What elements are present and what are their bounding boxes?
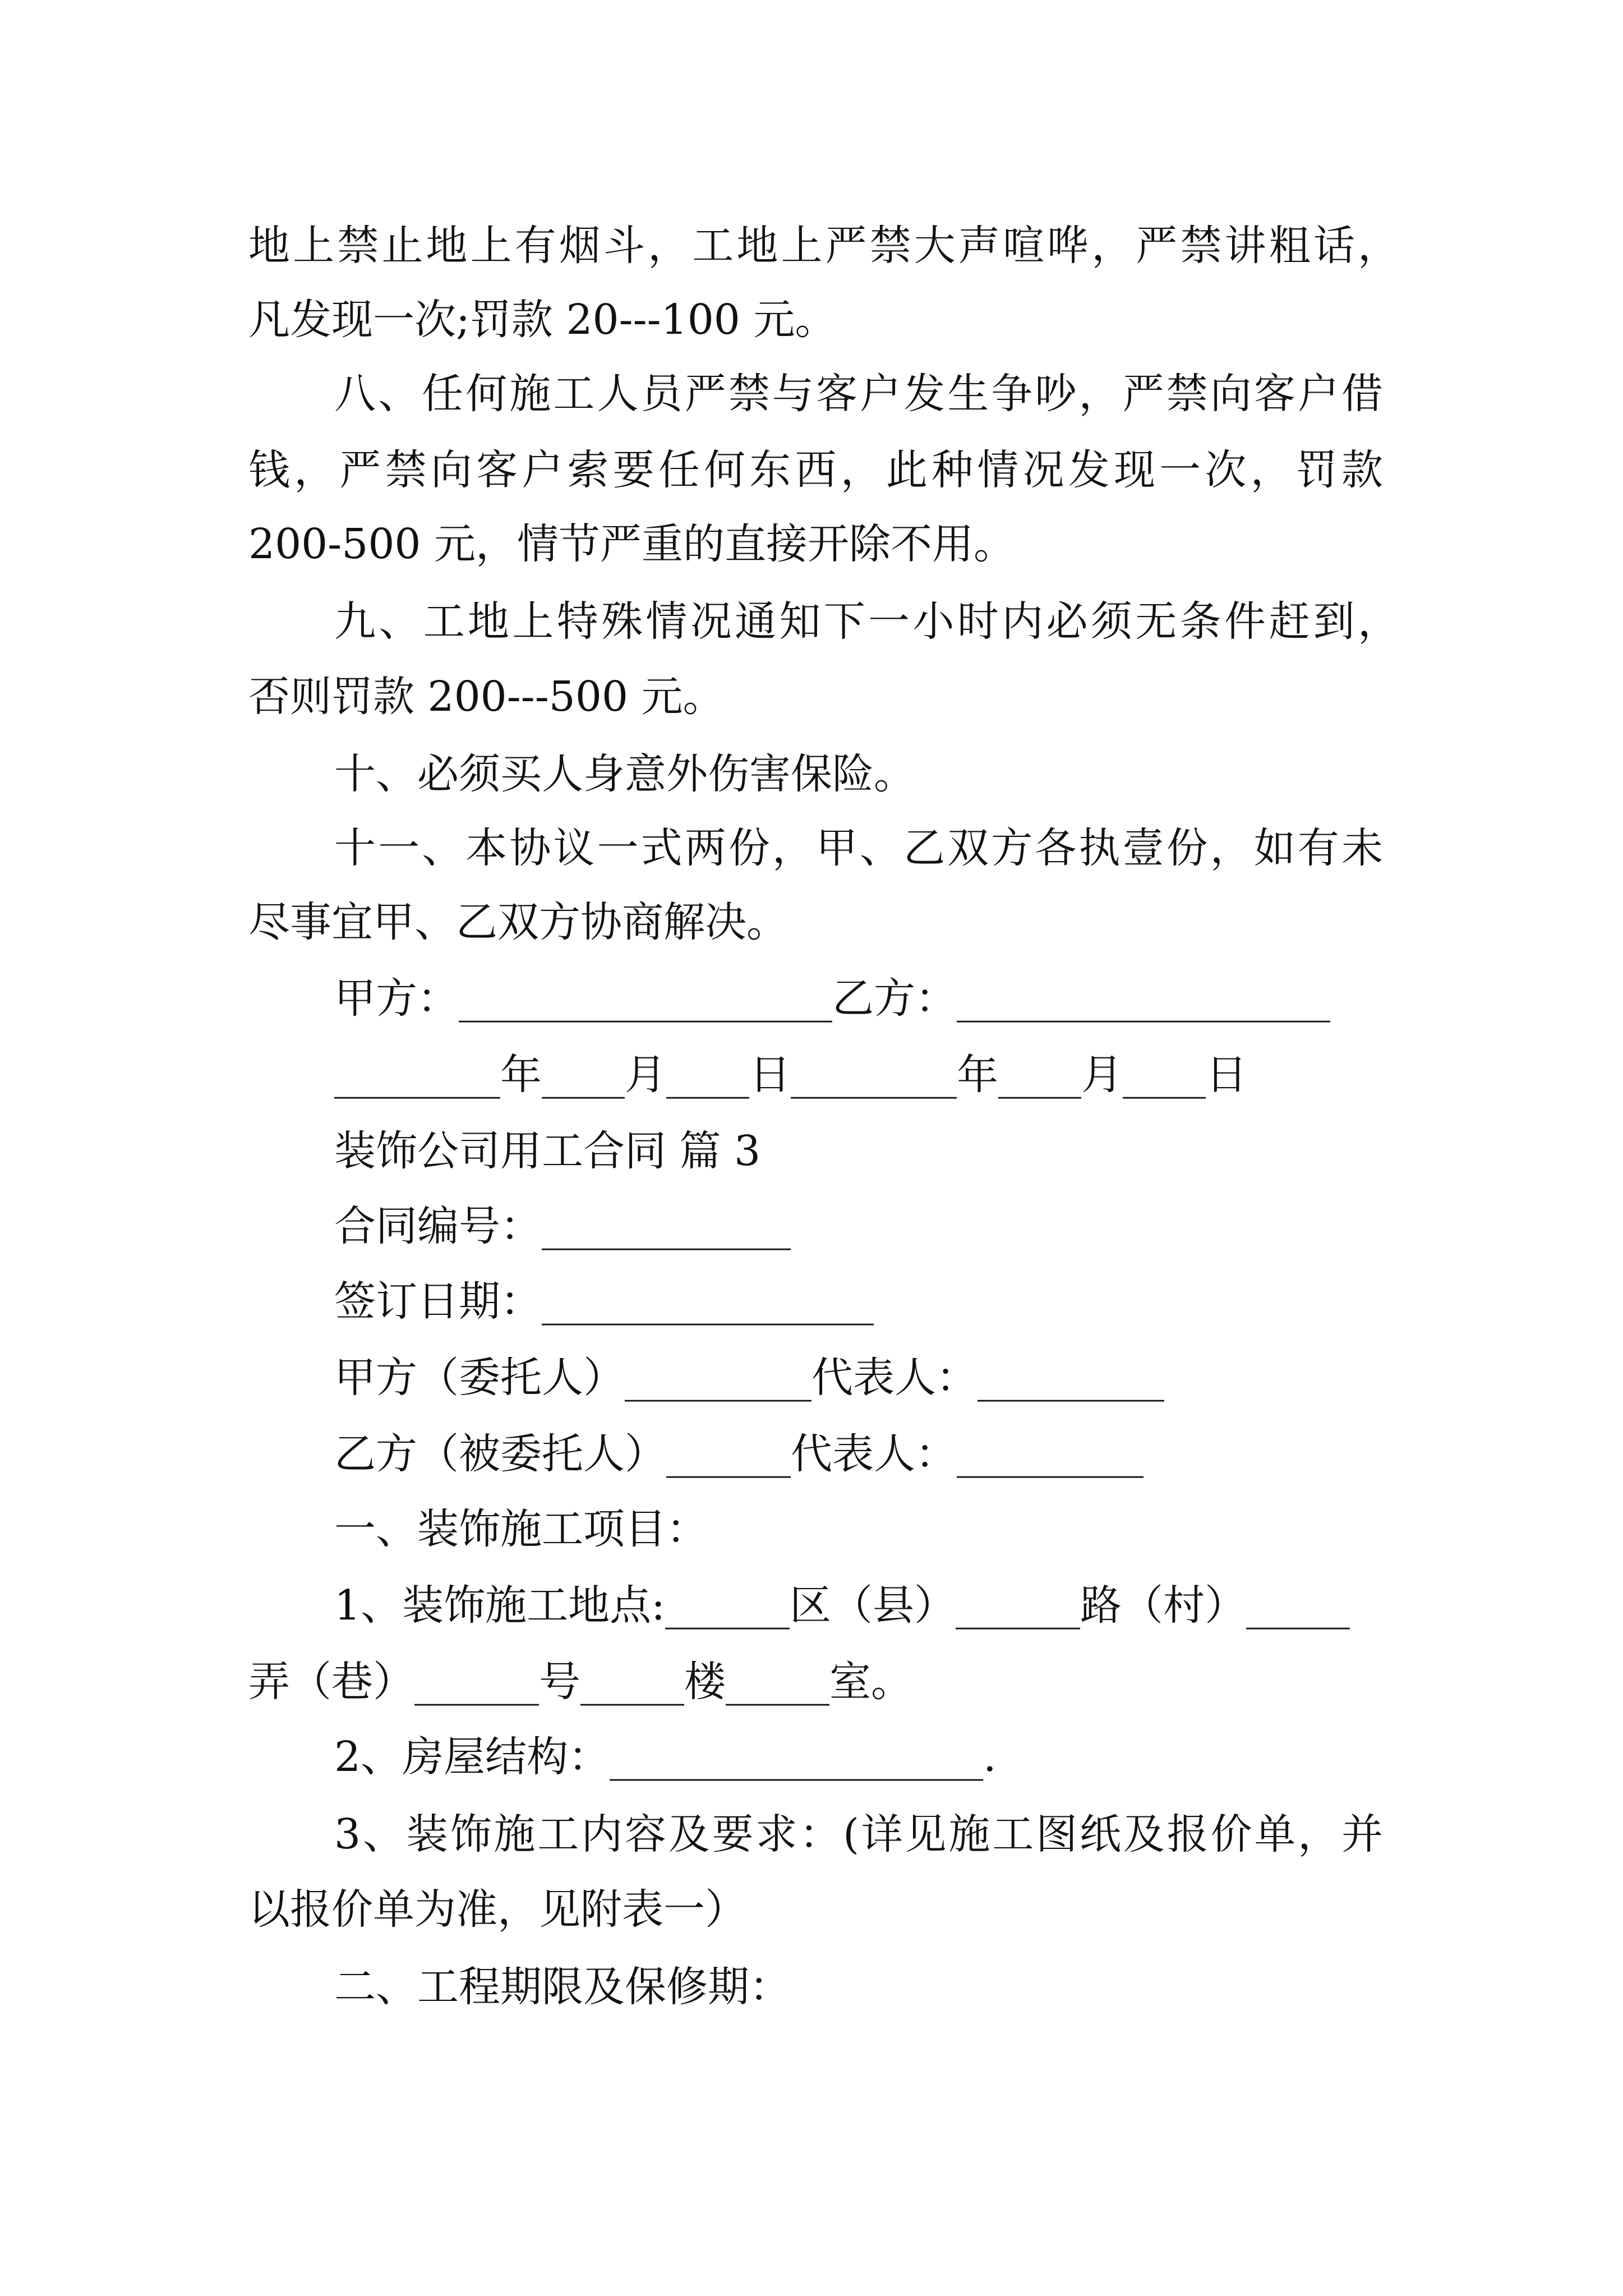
text-line: 2、房屋结构：__________________. [334, 1733, 997, 1781]
text-line: 二、工程期限及保修期： [334, 1963, 791, 2011]
text-line: 地上禁止地上有烟斗，工地上严禁大声喧哗，严禁讲粗话， [248, 222, 1399, 270]
text-line: 弄（巷）______号_____楼_____室。 [248, 1658, 912, 1706]
text-line: 3、装饰施工内容及要求：(详见施工图纸及报价单，并 [334, 1810, 1383, 1858]
text-line: 八、任何施工人员严禁与客户发生争吵，严禁向客户借 [334, 370, 1383, 418]
signature-parties-line: 甲方：__________________乙方：__________________ [334, 974, 1330, 1023]
text-line: 1、装饰施工地点:______区（县）______路（村）_____ [334, 1581, 1350, 1630]
text-line: 200-500 元，情节严重的直接开除不用。 [248, 520, 1016, 568]
section-heading: 装饰公司用工合同 篇 3 [334, 1127, 761, 1175]
text-line: 否则罚款 200---500 元。 [248, 673, 725, 721]
text-line: 甲方（委托人）_________代表人：_________ [334, 1354, 1164, 1402]
text-line: 九、工地上特殊情况通知下一小时内必须无条件赶到， [334, 597, 1399, 646]
text-line: 十、必须买人身意外伤害保险。 [334, 750, 915, 798]
text-line: 凡发现一次;罚款 20---100 元。 [248, 296, 837, 344]
text-line: 十一、本协议一式两份，甲、乙双方各执壹份，如有未 [334, 824, 1383, 872]
text-line: 尽事宜甲、乙双方协商解决。 [248, 898, 788, 946]
text-line: 钱，严禁向客户索要任何东西，此种情况发现一次，罚款 [248, 446, 1383, 494]
text-line: 一、装饰施工项目： [334, 1505, 708, 1553]
text-line: 乙方（被委托人）______代表人：_________ [334, 1430, 1144, 1478]
text-line: 以报价单为准，见附表一） [248, 1885, 746, 1934]
text-line: 合同编号：____________ [334, 1202, 791, 1250]
signature-dates-line: ________年____月____日________年____月____日 [334, 1051, 1247, 1099]
text-line: 签订日期：________________ [334, 1277, 874, 1326]
